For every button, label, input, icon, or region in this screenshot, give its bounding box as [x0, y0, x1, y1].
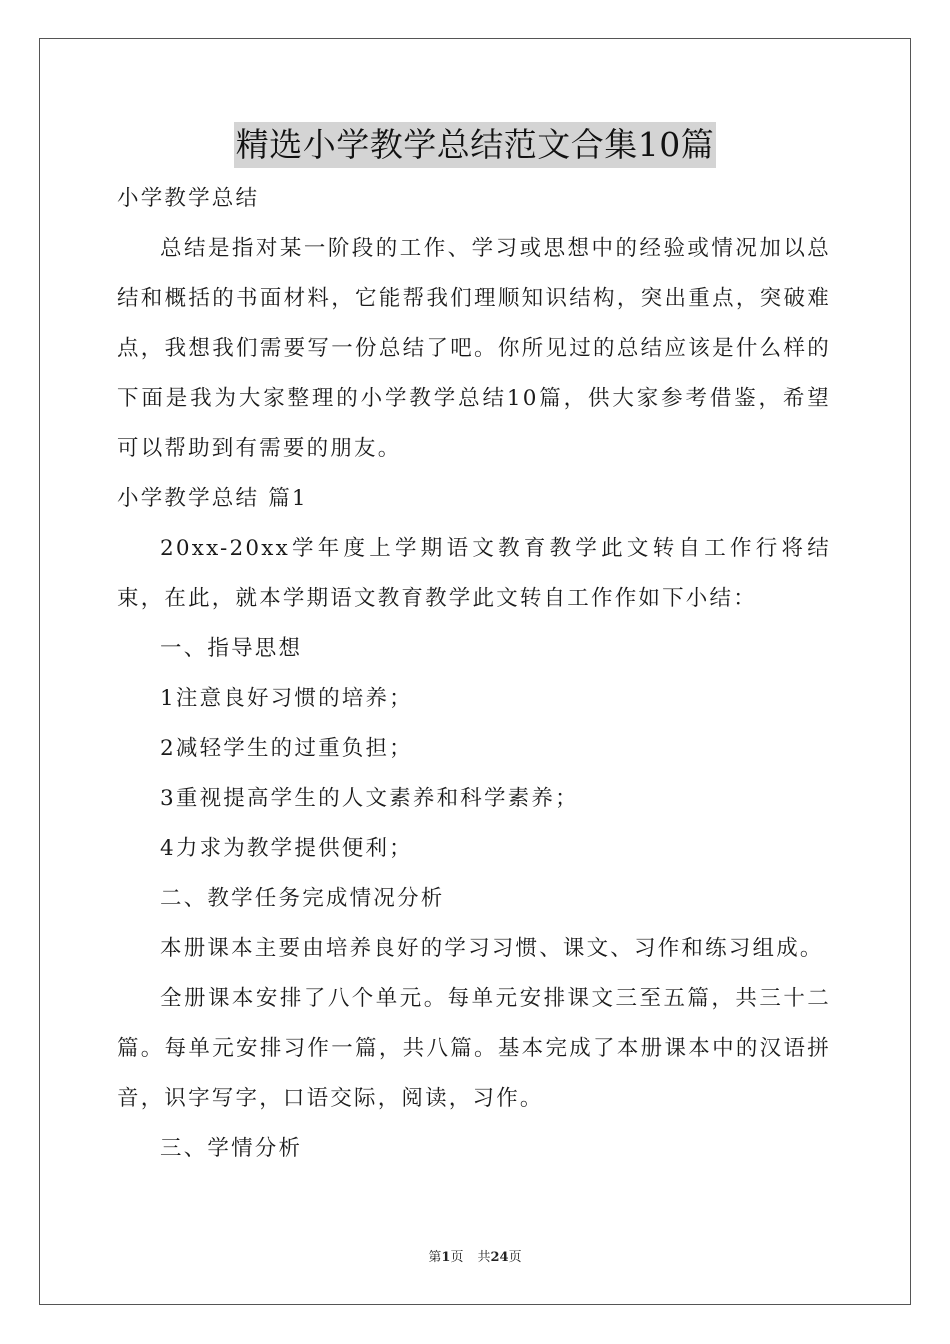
body-paragraph: 总结是指对某一阶段的工作、学习或思想中的经验或情况加以总结和概括的书面材料，它能帮我们理顺知识结构，突出重点，突破难点，我想我们需要写一份总结了吧。你所见过的总结应该是什么样的下面是我为大家整理的小学教学总结10篇，供大家参考借鉴，希望可以帮助到有需要的朋友。	[117, 236, 831, 461]
body-paragraph: 1注意良好习惯的培养；	[160, 686, 413, 711]
footer-total-prefix: 共	[477, 1250, 491, 1265]
footer-total-unit: 页	[508, 1250, 522, 1265]
footer-prefix: 第	[428, 1250, 442, 1265]
body-paragraph: 2减轻学生的过重负担；	[160, 736, 413, 761]
title-container	[0, 122, 950, 168]
document-body	[117, 174, 831, 1174]
section-heading: 小学教学总结	[117, 186, 260, 211]
body-paragraph: 三、学情分析	[160, 1136, 303, 1161]
footer-page-unit: 页	[450, 1250, 464, 1265]
footer-current-page: 1	[441, 1250, 451, 1265]
document-title: 精选小学教学总结范文合集10篇	[234, 122, 717, 168]
body-paragraph: 本册课本主要由培养良好的学习习惯、课文、习作和练习组成。	[160, 936, 824, 961]
footer-total-pages: 24	[490, 1250, 509, 1265]
body-paragraph: 全册课本安排了八个单元。每单元安排课文三至五篇，共三十二篇。每单元安排习作一篇，共八篇。基本完成了本册课本中的汉语拼音，识字写字，口语交际，阅读，习作。	[117, 986, 831, 1111]
body-paragraph: 4力求为教学提供便利；	[160, 836, 413, 861]
body-paragraph: 一、指导思想	[160, 636, 303, 661]
body-paragraph: 二、教学任务完成情况分析	[160, 886, 445, 911]
body-paragraph: 3重视提高学生的人文素养和科学素养；	[160, 786, 579, 811]
section-heading: 小学教学总结 篇1	[117, 486, 308, 511]
page-footer	[0, 1246, 950, 1265]
body-paragraph: 20xx-20xx学年度上学期语文教育教学此文转自工作行将结束，在此，就本学期语文教育教学此文转自工作作如下小结：	[117, 536, 831, 611]
